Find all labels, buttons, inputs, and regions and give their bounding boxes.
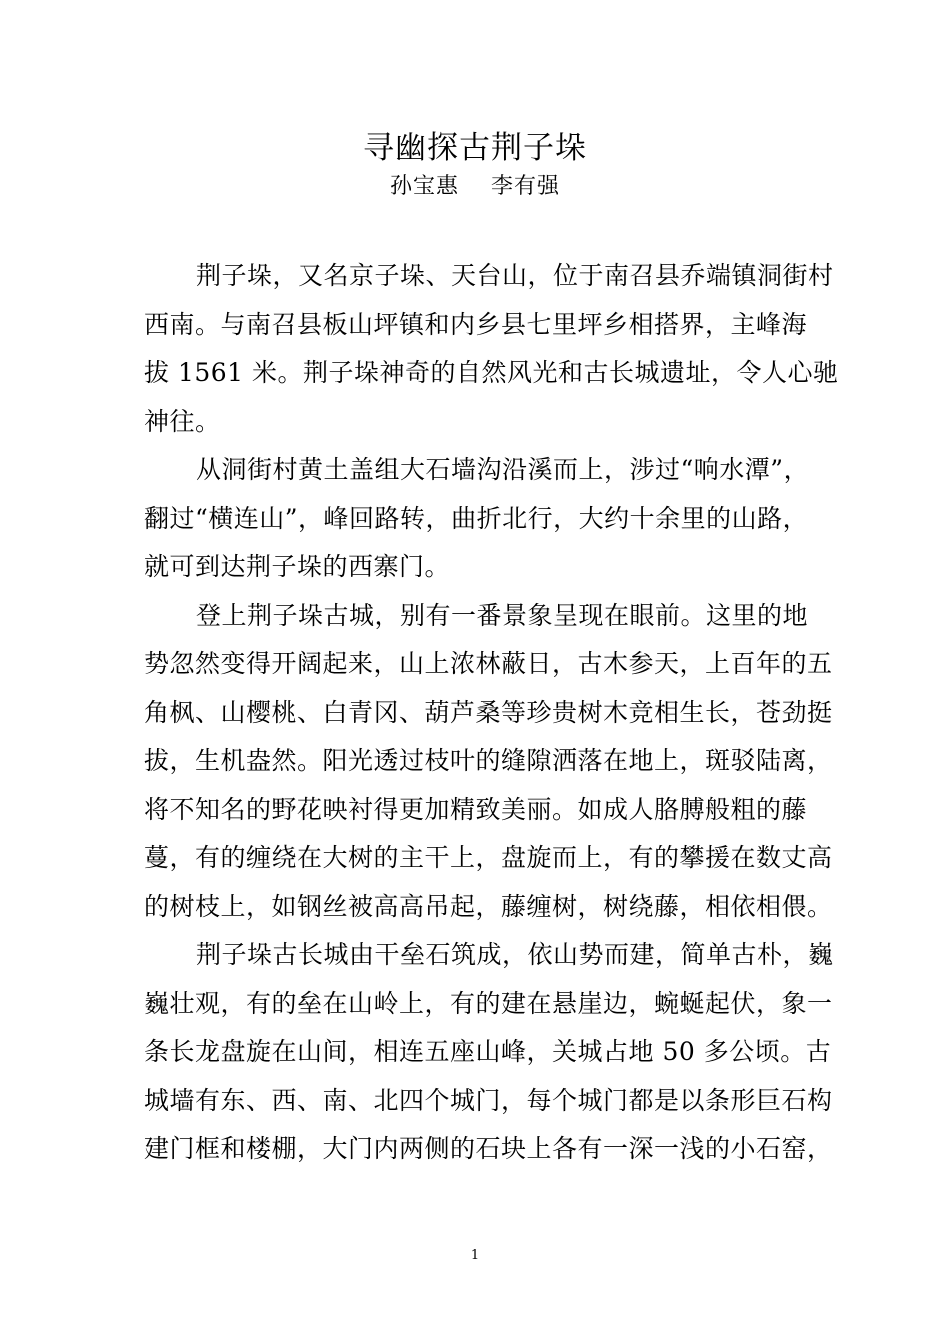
document-body [144, 252, 839, 1174]
text-line: 翻过“横连山”，峰回路转，曲折北行，大约十余里的山路， [144, 503, 809, 533]
text-line: 登上荆子垛古城，别有一番景象呈现在眼前。这里的地 [196, 600, 809, 630]
paragraph [144, 252, 839, 446]
text-line: 神往。 [144, 406, 221, 436]
text-line: 蔓，有的缠绕在大树的主干上，盘旋而上，有的攀援在数丈高 [144, 843, 833, 872]
text-line: 条长龙盘旋在山间，相连五座山峰，关城占地 50 多公顷。古 [144, 1037, 832, 1066]
text-line: 势忽然变得开阔起来，山上浓林蔽日，古木参天，上百年的五 [144, 649, 833, 678]
text-line: 建门框和楼棚，大门内两侧的石块上各有一深一浅的小石窑， [144, 1134, 833, 1163]
text-line: 从洞街村黄土盖组大石墙沟沿溪而上，涉过“响水潭”， [196, 455, 810, 484]
paragraph [144, 931, 834, 1174]
text-line: 拔 1561 米。荆子垛神奇的自然风光和古长城遗址，令人心驰 [144, 358, 839, 387]
paragraph [144, 446, 808, 592]
text-line: 角枫、山樱桃、白青冈、葫芦桑等珍贵树木竞相生长，苍劲挺 [144, 697, 833, 727]
text-line: 城墙有东、西、南、北四个城门，每个城门都是以条形巨石构 [144, 1085, 833, 1115]
text-line: 的树枝上，如钢丝被高高吊起，藤缠树，树绕藤，相依相偎。 [144, 891, 833, 921]
document-title: 寻幽探古荆子垛 [363, 130, 587, 166]
text-line: 将不知名的野花映衬得更加精致美丽。如成人胳膊般粗的藤 [144, 794, 808, 824]
page-number: 1 [470, 1248, 480, 1263]
text-line: 荆子垛古长城由干垒石筑成，依山势而建，简单古朴，巍 [196, 940, 834, 969]
text-line: 巍壮观，有的垒在山岭上，有的建在悬崖边，蜿蜒起伏，象一 [144, 988, 833, 1018]
text-line: 西南。与南召县板山坪镇和内乡县七里坪乡相搭界，主峰海 [144, 309, 808, 339]
text-line: 就可到达荆子垛的西寨门。 [144, 552, 451, 581]
text-line: 荆子垛，又名京子垛、天台山，位于南召县乔端镇洞街村 [196, 261, 834, 290]
text-line: 拔，生机盎然。阳光透过枝叶的缝隙洒落在地上，斑驳陆离， [144, 746, 833, 775]
document-authors: 孙宝惠 李有强 [390, 174, 560, 199]
paragraph [144, 592, 833, 932]
